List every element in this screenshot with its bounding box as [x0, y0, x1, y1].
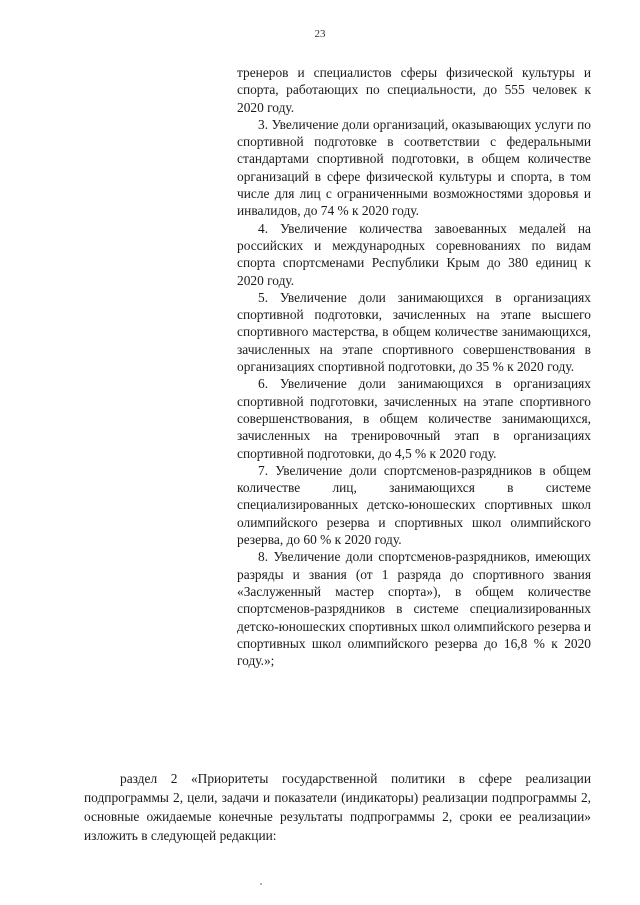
indicator-item-7: 7. Увеличение доли спортсменов-разрядников в общем количестве лиц, занимающихся в системе специализированных детско-юношеских спортивных школ олимпийского резерва и спортивных школ олимпийского резерва, до 60 % к 2020 году.: [237, 462, 591, 548]
indicator-item-4: 4. Увеличение количества завоеванных медалей на российских и международных соревнованиях по видам спорта спортсменами Республики Крым до 380 единиц к 2020 году.: [237, 220, 591, 288]
section-instruction-block: [84, 769, 591, 845]
scan-speck: [260, 883, 262, 885]
indicator-item-3: 3. Увеличение доли организаций, оказывающих услуги по спортивной подготовке в соответствии с федеральными стандартами спортивной подготовки, в общем количестве организаций в сфере физической культуры и спорта, в том числе для лиц с ограниченными возможностями здоровья и инвалидов, до 74 % к 2020 году.: [237, 116, 591, 219]
indicator-list: [237, 64, 591, 669]
section-instruction: раздел 2 «Приоритеты государственной политики в сфере реализации подпрограммы 2, цели, задачи и показатели (индикаторы) реализации подпрограммы 2, основные ожидаемые конечные результаты подпрограммы 2, сроки ее реализации» изложить в следующей редакции:: [84, 771, 591, 843]
page-number: 23: [314, 28, 326, 40]
indicator-item-5: 5. Увеличение доли занимающихся в организациях спортивной подготовки, зачисленных на этапе высшего спортивного мастерства, в общем количестве занимающихся, зачисленных на этапе спортивного совершенствования в организациях спортивной подготовки, до 35 % к 2020 году.: [237, 289, 591, 375]
indicator-item-6: 6. Увеличение доли занимающихся в организациях спортивной подготовки, зачисленных на этапе спортивного совершенствования, в общем количестве занимающихся, зачисленных на тренировочный этап в организациях спортивной подготовки, до 4,5 % к 2020 году.: [237, 376, 591, 461]
indicator-item-8: 8. Увеличение доли спортсменов-разрядников, имеющих разряды и звания (от 1 разряда до спортивного звания «Заслуженный мастер спорта»), в общем количестве спортсменов-разрядников в системе специализированных детско-юношеских спортивных школ олимпийского резерва и спортивных школ олимпийского резерва до 16,8 % к 2020 году.»;: [237, 549, 591, 669]
indicator-item-continuation: тренеров и специалистов сферы физической культуры и спорта, работающих по специальности, до 555 человек к 2020 году.: [237, 65, 591, 115]
